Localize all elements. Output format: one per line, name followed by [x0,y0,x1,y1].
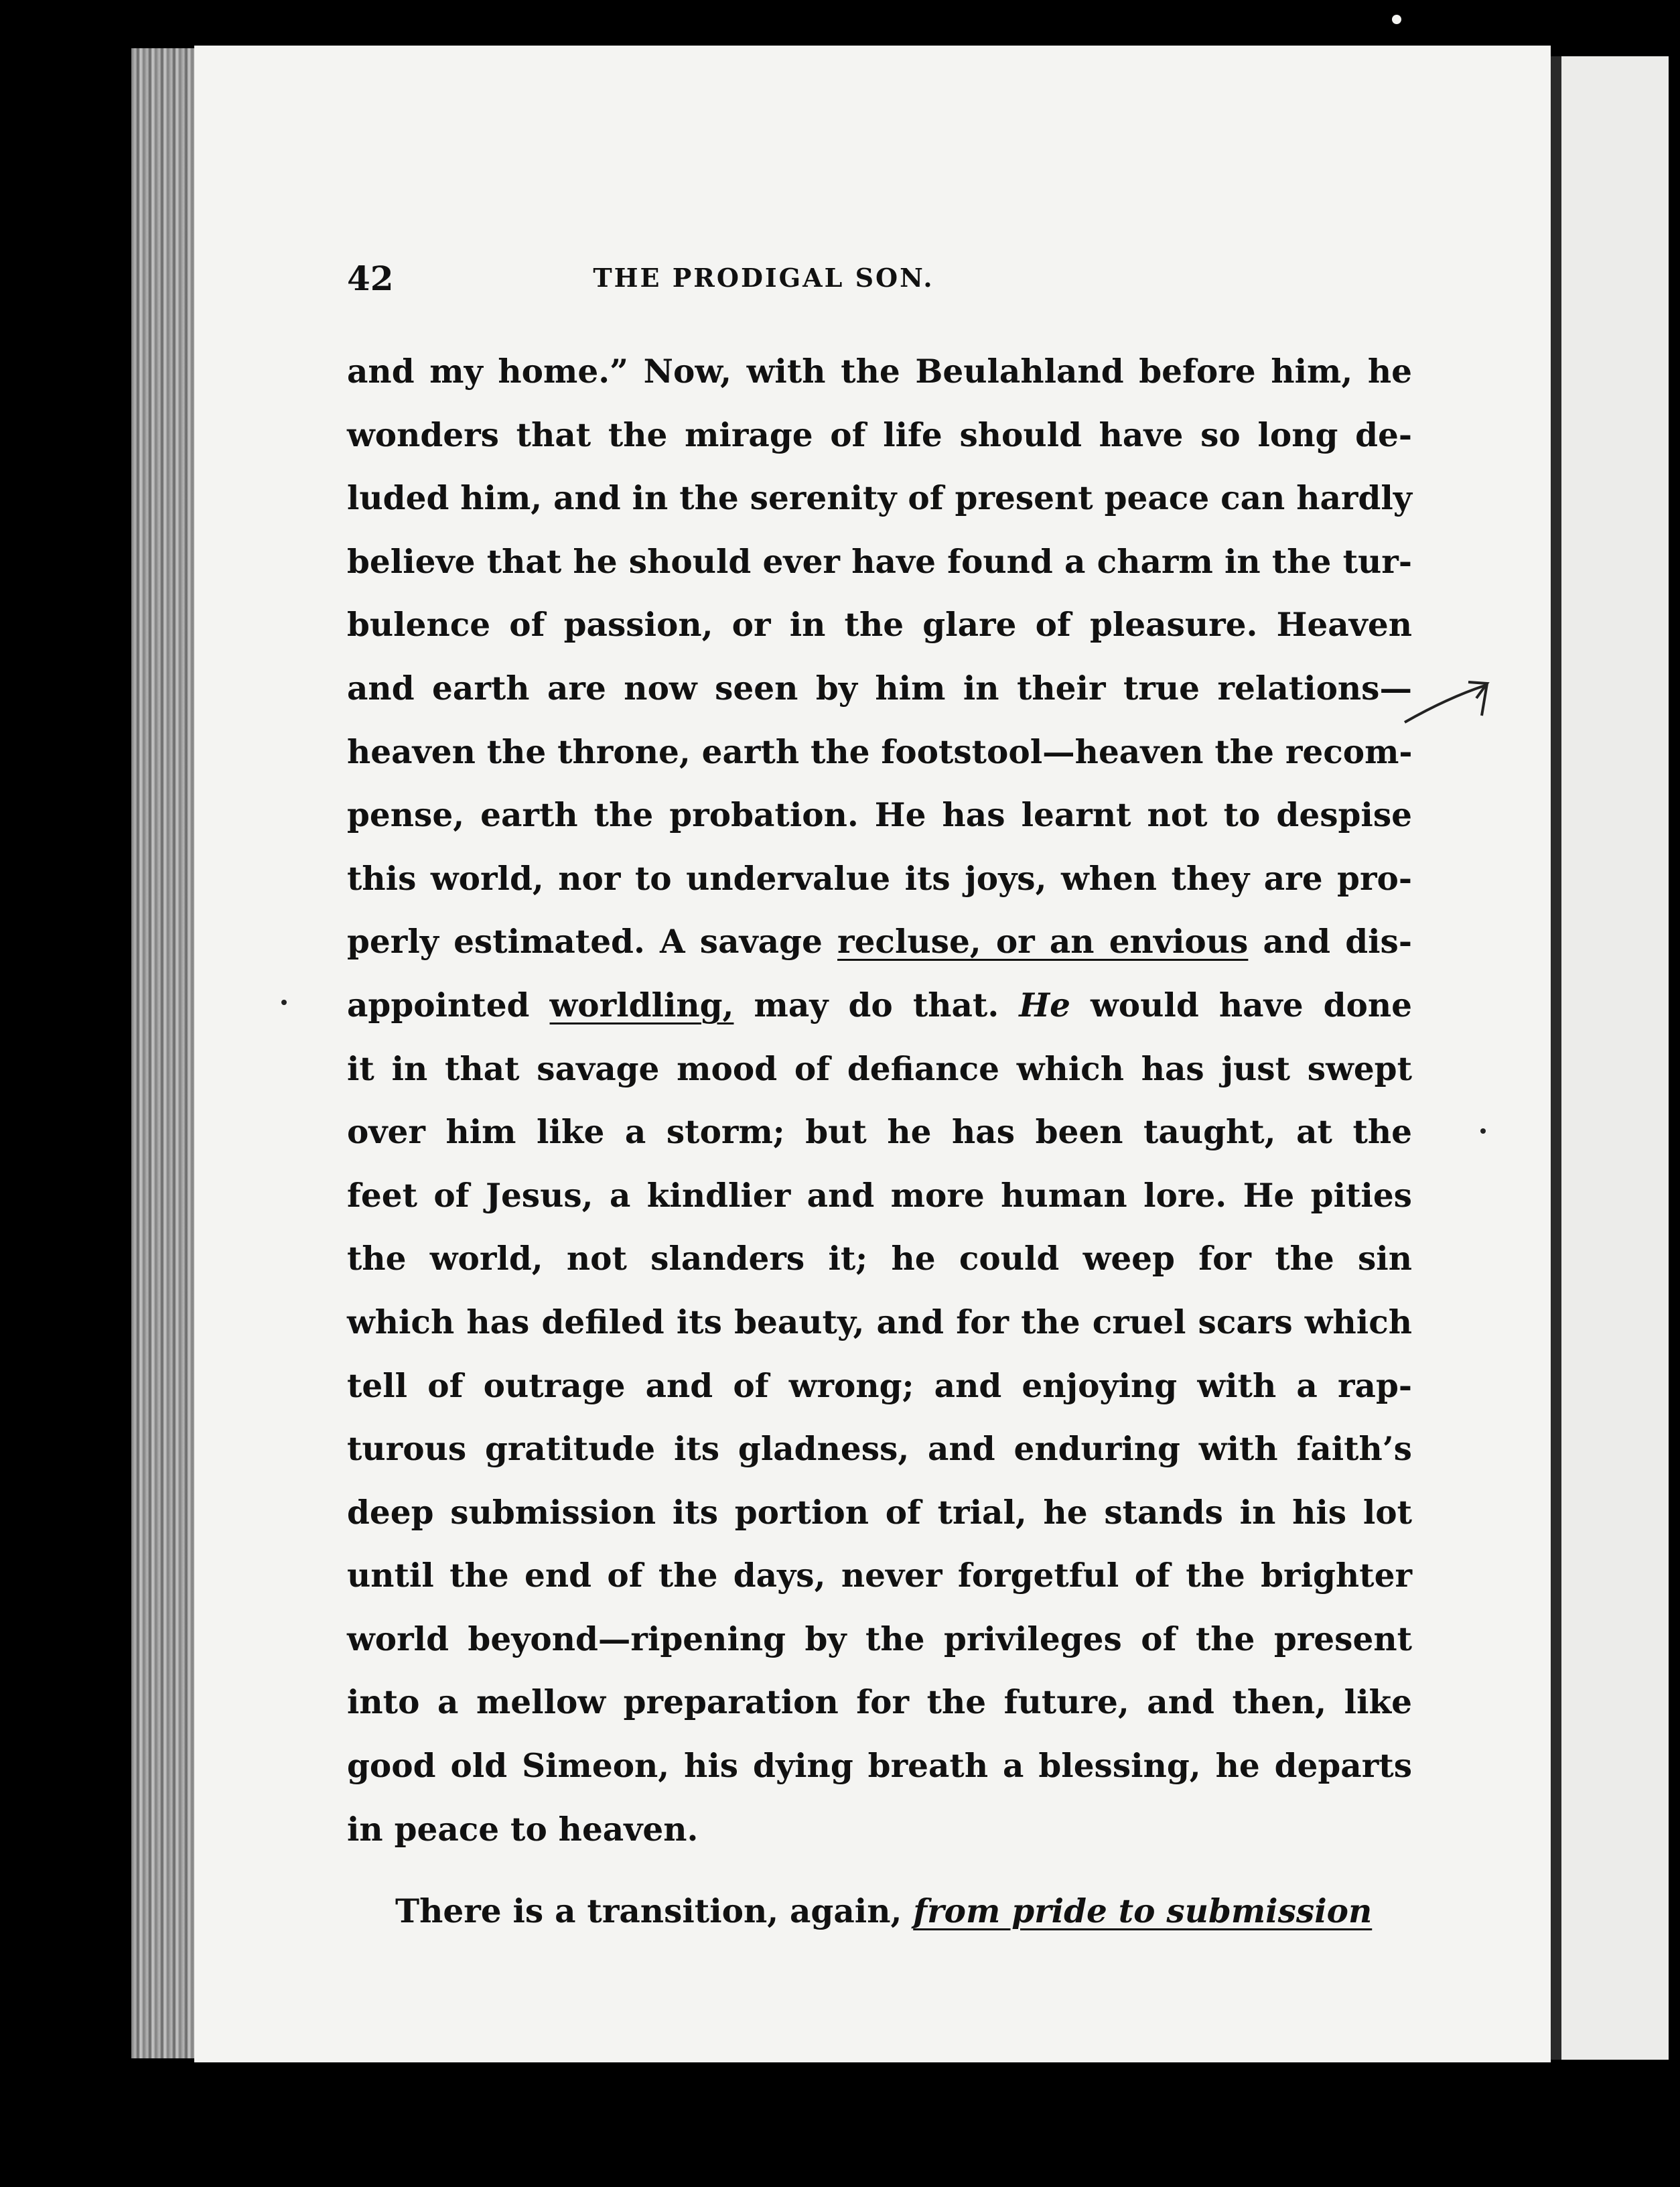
text-line: this world, nor to undervalue its joys, when they are pro- [347,859,1412,898]
text-run: and dis- [1248,923,1412,962]
page-edges [131,48,196,2058]
text-line: and earth are now seen by him in their true relations— [347,669,1412,708]
text-line: bulence of passion, or in the glare of pleasure. Heaven [347,606,1412,645]
text-run: may do that. [733,986,1020,1024]
text-line: deep submission its portion of trial, he stands in his lot [347,1493,1412,1532]
text-line: heaven the throne, earth the footstool—heaven the recom- [347,732,1413,771]
running-head [194,259,1551,299]
text-line: wonders that the mirage of life should have so long de- [347,415,1412,454]
margin-dot-mark [1480,1128,1486,1134]
text-line-annotated [347,974,1412,1038]
text-line: turous gratitude its gladness, and enduring with faith’s [347,1430,1412,1469]
page-number: 42 [347,259,394,298]
text-line: good old Simeon, his dying breath a blessing, he departs [347,1747,1412,1786]
text-line: luded him, and in the serenity of present peace can hardly [347,479,1412,518]
text-line: over him like a storm; but he has been taught, at the [347,1113,1412,1152]
text-line: the world, not slanders it; he could weep for the sin [347,1240,1412,1278]
text-line: into a mellow preparation for the future, and then, like [347,1683,1412,1722]
text-line: believe that he should ever have found a charm in the tur- [347,542,1412,581]
body-text [347,340,1412,1944]
running-title: THE PRODIGAL SON. [593,263,934,293]
scan-speck [1392,15,1401,24]
text-line: it in that savage mood of defiance which has just swept [347,1049,1412,1088]
text-line: feet of Jesus, a kindlier and more human lore. He pities [347,1176,1412,1215]
underlined-word: worldling, [549,986,734,1024]
text-line: and my home.” Now, with the Beulahland before him, he [347,352,1412,391]
underlined-phrase: recluse, or an envious [837,923,1249,962]
book-gutter [1551,56,1561,2060]
text-line: until the end of the days, never forgetful of the brighter [347,1556,1412,1595]
text-run: would have done [1070,986,1413,1024]
italic-underlined-phrase: from pride to submission [913,1892,1373,1931]
text-line-annotated [347,911,1412,974]
text-line: tell of outrage and of wrong; and enjoying with a rap- [347,1366,1412,1405]
margin-arrow-annotation [1401,669,1495,729]
text-run: There is a transition, again, [395,1892,914,1931]
book-page [194,46,1551,2062]
text-line: pense, earth the probation. He has learnt not to despise [347,796,1412,835]
text-line: world beyond—ripening by the privileges of the present [347,1619,1412,1658]
margin-dot-mark [281,1000,287,1005]
text-run: appointed [347,986,550,1024]
facing-page-edge [1561,56,1669,2060]
text-line: which has defiled its beauty, and for the cruel scars which [347,1303,1412,1341]
text-line: in peace to heaven. [347,1810,699,1849]
italic-word: He [1019,986,1070,1024]
final-paragraph [347,1880,1412,1944]
text-run: perly estimated. A savage [347,923,838,962]
